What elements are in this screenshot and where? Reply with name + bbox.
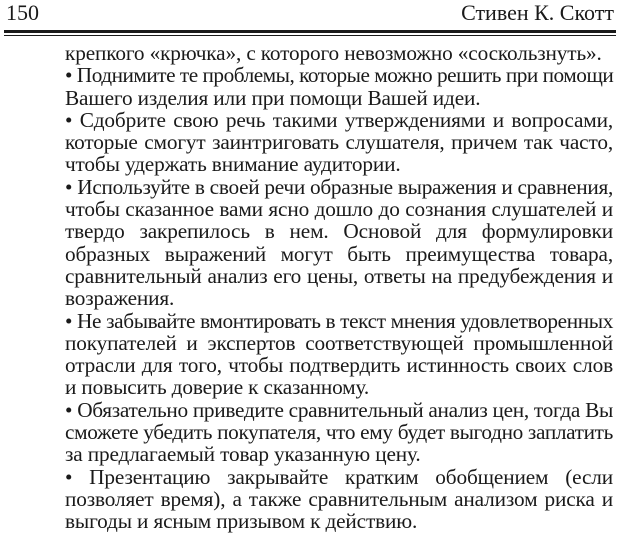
running-head: Стивен К. Скотт <box>461 0 614 25</box>
text-line: которые смогут заинтриговать слушателя, причем так часто, <box>65 130 613 155</box>
page-number: 150 <box>6 0 39 25</box>
text-line: крепкого «крючка», с которого невозможно «соскользнуть». <box>65 41 602 65</box>
text-line: Вашего изделия или при помощи Вашей идеи. <box>65 85 481 110</box>
text-line: и повысить доверие к сказанному. <box>65 375 370 400</box>
page-header <box>4 0 616 26</box>
body-text <box>65 42 613 533</box>
text-line: чтобы сказанное вами ясно дошло до сознания слушателей и <box>65 197 613 222</box>
text-line: • Используйте в своей речи образные выражения и сравнения, <box>65 174 613 199</box>
text-line: • Презентацию закрывайте кратким обобщением (если <box>65 464 613 489</box>
text-line: за предлагаемый товар указанную цену. <box>65 442 421 467</box>
text-line: • Не забывайте вмонтировать в текст мнения удовлетворенных <box>65 308 613 333</box>
text-line: • Сдобрите свою речь такими утверждениями и вопросами, <box>65 107 613 132</box>
text-line: покупателей и экспертов соответствующей промышленной <box>65 330 613 355</box>
text-line: сравнительный анализ его цены, ответы на предубеждения и <box>65 263 613 288</box>
text-line: твердо закрепилось в нем. Основой для формулировки <box>65 219 613 244</box>
text-line: • Поднимите те проблемы, которые можно решить при помощи <box>65 63 614 88</box>
text-line: образных выражений могут быть преимущества товара, <box>65 241 613 266</box>
text-line: сможете убедить покупателя, что ему будет выгодно заплатить <box>65 420 613 445</box>
text-line: возражения. <box>65 286 175 311</box>
text-line: • Обязательно приведите сравнительный анализ цен, тогда Вы <box>65 397 613 422</box>
text-line: выгоды и ясным призывом к действию. <box>65 509 418 533</box>
text-line: отрасли для того, чтобы подтвердить истинность своих слов <box>65 353 613 378</box>
header-rule-thin <box>4 35 616 36</box>
text-line: чтобы удержать внимание аудитории. <box>65 152 401 177</box>
header-rule-thick <box>4 30 616 33</box>
text-line: позволяет время), а также сравнительным анализом риска и <box>65 486 613 511</box>
